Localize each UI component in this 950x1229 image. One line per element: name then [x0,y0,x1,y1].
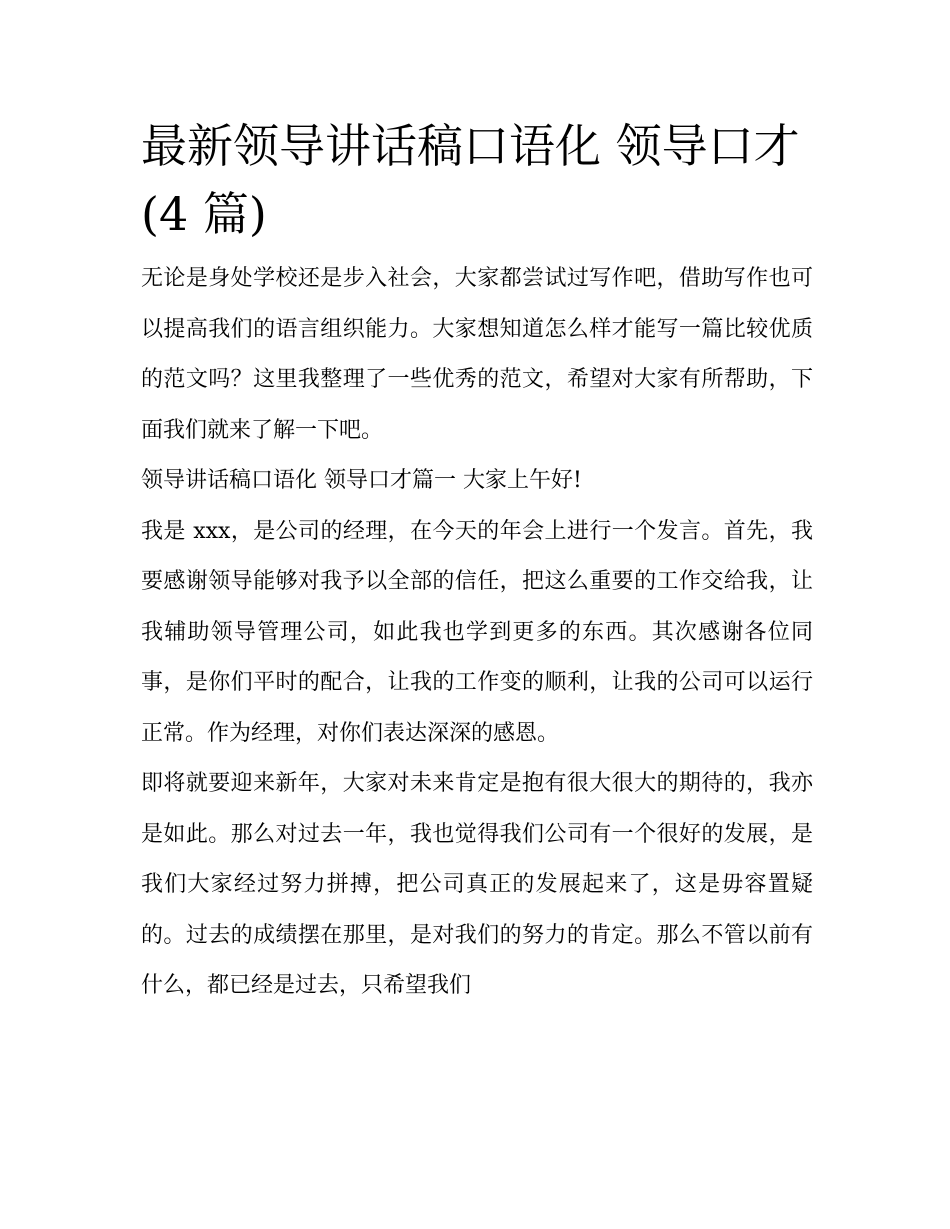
paragraph-thanks: 我是 xxx，是公司的经理，在今天的年会上进行一个发言。首先，我要感谢领导能够对我予以全部的信任，把这么重要的工作交给我，让我辅助领导管理公司，如此我也学到更多的东西。其次感谢各位同事，是你们平时的配合，让我的工作变的顺利，让我的公司可以运行正常。作为经理，对你们表达深深的感恩。 [141,518,813,746]
document-body [141,112,813,1012]
paragraph-new-year: 即将就要迎来新年，大家对未来肯定是抱有很大很大的期待的，我亦是如此。那么对过去一年，我也觉得我们公司有一个很好的发展，是我们大家经过努力拼搏，把公司真正的发展起来了，这是毋容置疑的。过去的成绩摆在那里，是对我们的努力的肯定。那么不管以前有什么，都已经是过去，只希望我们 [141,771,813,998]
paragraph-section-heading: 领导讲话稿口语化 领导口才篇一 大家上午好! [141,468,582,493]
paragraph-intro: 无论是身处学校还是步入社会，大家都尝试过写作吧，借助写作也可以提高我们的语言组织能力。大家想知道怎么样才能写一篇比较优质的范文吗？这里我整理了一些优秀的范文，希望对大家有所帮助，下面我们就来了解一下吧。 [141,266,813,443]
document-title: 最新领导讲话稿口语化 领导口才(4 篇) [141,119,800,241]
